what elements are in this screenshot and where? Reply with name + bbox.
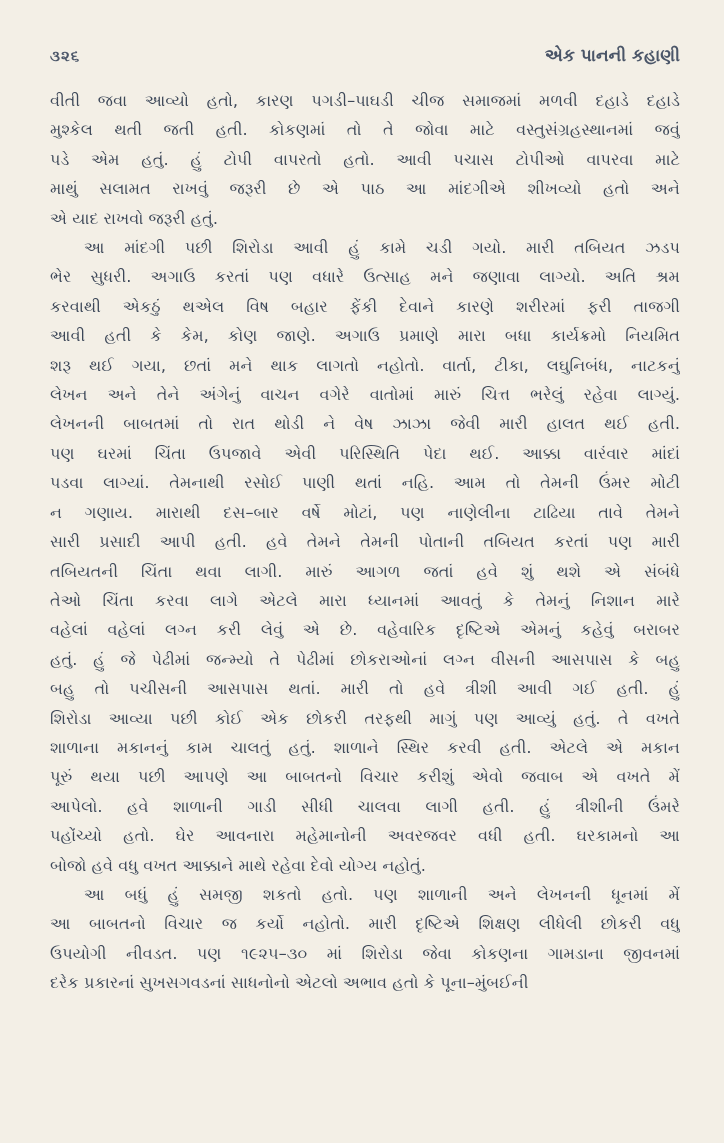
- body-text: [50, 86, 680, 998]
- text-line: તેઓ ચિંતા કરવા લાગે એટલે મારા ધ્યાનમાં આવતું કે તેમનું નિશાન મારે: [50, 590, 680, 610]
- text-line: વહેલાં વહેલાં લગ્ન કરી લેવું એ છે. વહેવારિક દૃષ્ટિએ એમનું કહેવું બરાબર: [50, 620, 680, 640]
- text-line: શરૂ થઈ ગયા, છતાં મને થાક લાગતો નહોતો. વાર્તા, ટીકા, લઘુનિબંધ, નાટકનું: [50, 355, 680, 375]
- text-line: આ માંદગી પછી શિરોડા આવી હું કામે ચડી ગયો. મારી તબિયત ઝડપ: [84, 238, 680, 258]
- running-head: એક પાનની કહાણી: [544, 46, 680, 66]
- text-line: શાળાના મકાનનું કામ ચાલતું હતું. શાળાને સ્થિર કરવી હતી. એટલે એ મકાન: [50, 737, 680, 757]
- text-line: હતું. હું જે પેઢીમાં જન્મ્યો તે પેઢીમાં છોકરાઓનાં લગ્ન વીસની આસપાસ કે બહુ: [50, 649, 680, 669]
- text-line: આ બધું હું સમજી શકતો હતો. પણ શાળાની અને લેખનની ધૂનમાં મેં: [84, 884, 680, 904]
- paragraph: [50, 86, 680, 233]
- text-line: ઉપયોગી નીવડત. પણ ૧૯૨૫–૩૦ માં શિરોડા જેવા કોકણના ગામડાના જીવનમાં: [50, 943, 680, 963]
- text-line: લેખન અને તેને અંગેનું વાચન વગેરે વાતોમાં મારું ચિત્ત ભરેલું રહેવા લાગ્યું.: [50, 385, 680, 405]
- text-line: કરવાથી એકઠું થએલ વિષ બહાર ફેંકી દેવાને કારણે શરીરમાં ફરી તાજગી: [50, 296, 680, 316]
- text-line: લેખનની બાબતમાં તો રાત થોડી ને વેષ ઝાઝા જેવી મારી હાલત થઈ હતી.: [50, 414, 680, 434]
- text-line: ભેર સુધરી. અગાઉ કરતાં પણ વધારે ઉત્સાહ મને જણાવા લાગ્યો. અતિ શ્રમ: [50, 267, 680, 287]
- text-line: વીતી જવા આવ્યો હતો, કારણ પગડી–પાઘડી ચીજ સમાજમાં મળવી દહાડે દહાડે: [50, 91, 680, 110]
- text-line: શિરોડા આવ્યા પછી કોઈ એક છોકરી તરફથી માગું પણ આવ્યું હતું. તે વખતે: [50, 708, 680, 728]
- text-line: ન ગણાય. મારાથી દસ–બાર વર્ષે મોટાં, પણ નાણેલીના ટાઢિયા તાવે તેમને: [50, 502, 680, 522]
- text-line: પડે એમ હતું. હું ટોપી વાપરતો હતો. આવી પચાસ ટોપીઓ વાપરવા માટે: [50, 149, 680, 169]
- text-line: તબિયતની ચિંતા થવા લાગી. મારું આગળ જતાં હવે શું થશે એ સંબંધે: [50, 561, 680, 581]
- paragraph: [50, 233, 680, 880]
- text-line: આપેલો. હવે શાળાની ગાડી સીધી ચાલવા લાગી હતી. હું ત્રીશીની ઉંમરે: [50, 796, 680, 816]
- paragraph: [50, 880, 680, 998]
- text-line: માથું સલામત રાખવું જરૂરી છે એ પાઠ આ માંદગીએ શીખવ્યો હતો અને: [50, 179, 680, 199]
- text-line: પડવા લાગ્યાં. તેમનાથી રસોઈ પાણી થતાં નહિ. આમ તો તેમની ઉંમર મોટી: [50, 473, 680, 493]
- page-number: ૩૨૬: [50, 47, 81, 65]
- text-line: બહુ તો પચીસની આસપાસ થતાં. મારી તો હવે ત્રીશી આવી ગઈ હતી. હું: [50, 679, 680, 699]
- text-line: બોજો હવે વધુ વખત આક્કાને માથે રહેવા દેવો યોગ્ય નહોતું.: [50, 855, 426, 875]
- page-header: [50, 46, 680, 86]
- text-line: એ યાદ રાખવો જરૂરી હતું.: [50, 208, 219, 228]
- text-line: પહોંચ્યો હતો. ઘેર આવનારા મહેમાનોની અવરજવર વધી હતી. ઘરકામનો આ: [50, 826, 680, 846]
- text-line: પણ ઘરમાં ચિંતા ઉપજાવે એવી પરિસ્થિતિ પેદા થઈ. આક્કા વારંવાર માંદાં: [50, 443, 680, 463]
- text-line: આવી હતી કે કેમ, કોણ જાણે. અગાઉ પ્રમાણે મારા બધા કાર્યક્રમો નિયમિત: [50, 326, 680, 346]
- text-line: આ બાબતનો વિચાર જ કર્યો નહોતો. મારી દૃષ્ટિએ શિક્ષણ લીધેલી છોકરી વધુ: [50, 914, 680, 934]
- text-line: દરેક પ્રકારનાં સુખસગવડનાં સાધનોનો એટલો અભાવ હતો કે પૂના–મુંબઈની: [50, 973, 529, 993]
- text-line: મુશ્કેલ થતી જતી હતી. કોકણમાં તો તે જોવા માટે વસ્તુસંગ્રહસ્થાનમાં જવું: [50, 120, 680, 140]
- text-line: સારી પ્રસાદી આપી હતી. હવે તેમને તેમની પોતાની તબિયત કરતાં પણ મારી: [50, 532, 680, 552]
- text-line: પૂરું થયા પછી આપણે આ બાબતનો વિચાર કરીશું એવો જવાબ એ વખતે મેં: [50, 767, 680, 787]
